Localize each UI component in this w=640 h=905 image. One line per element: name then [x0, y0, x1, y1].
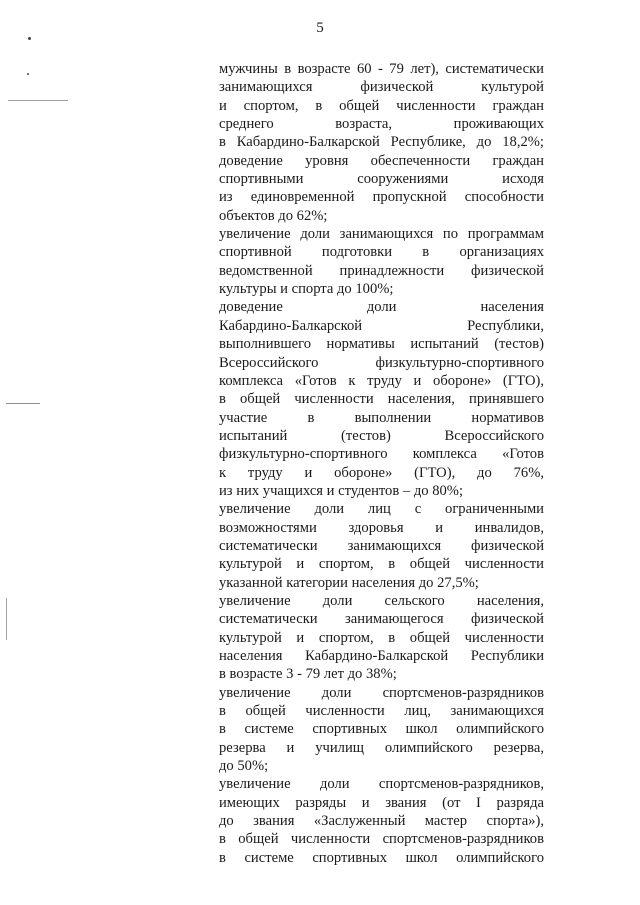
text-line: до 50%; [219, 758, 269, 775]
text-line: в общей численности лиц, занимающихся [219, 703, 544, 720]
text-line: в возрасте 3 - 79 лет до 38%; [219, 666, 397, 683]
text-line: комплекса «Готов к труду и обороне» (ГТО), [219, 372, 544, 389]
text-line: занимающихся физической культурой [219, 79, 544, 96]
text-line: культурой и спортом, в общей численности [219, 629, 544, 646]
text-line: населения Кабардино-Балкарской Республики [219, 648, 544, 664]
text-line: физкультурно-спортивного комплекса «Готов [219, 446, 544, 463]
text-line: систематически занимающегося физической [219, 611, 544, 628]
text-line: испытаний (тестов) Всероссийского [219, 427, 544, 444]
text-line: Всероссийского физкультурно-спортивного [219, 354, 544, 371]
scan-artifact-line [8, 100, 68, 101]
text-line: увеличение доли занимающихся по программам [219, 226, 544, 243]
text-line: из них учащихся и студентов – до 80%; [219, 482, 464, 499]
text-line: резерва и училищ олимпийского резерва, [219, 739, 544, 756]
text-line: увеличение доли спортсменов-разрядников, [219, 776, 544, 793]
scan-artifact-line [6, 598, 7, 640]
text-line: к труду и обороне» (ГТО), до 76%, [219, 464, 544, 481]
text-line: в системе спортивных школ олимпийского [219, 849, 544, 866]
text-line: указанной категории населения до 27,5%; [219, 574, 479, 591]
text-line: выполнившего нормативы испытаний (тестов) [219, 336, 544, 353]
text-line: мужчины в возрасте 60 - 79 лет), систематически [219, 61, 544, 77]
text-line: в общей численности спортсменов-разрядников [219, 831, 544, 848]
text-line: ведомственной принадлежности физической [219, 262, 544, 279]
text-line: в общей численности населения, принявшего [219, 391, 544, 408]
text-line: увеличение доли лиц с ограниченными [219, 501, 544, 518]
text-line: возможностями здоровья и инвалидов, [219, 519, 544, 536]
text-line: до звания «Заслуженный мастер спорта»), [219, 813, 544, 830]
text-line: имеющих разряды и звания (от I разряда [219, 794, 544, 811]
text-line: среднего возраста, проживающих [219, 116, 544, 133]
document-body [219, 60, 544, 867]
text-line: доведение уровня обеспеченности граждан [219, 152, 544, 169]
text-line: в системе спортивных школ олимпийского [219, 721, 544, 738]
text-line: и спортом, в общей численности граждан [219, 97, 544, 114]
scan-artifact-dot [28, 37, 31, 40]
text-line: спортивными сооружениями исходя [219, 171, 544, 188]
text-line: увеличение доли спортсменов-разрядников [219, 684, 544, 701]
text-line: спортивной подготовки в организациях [219, 244, 544, 261]
text-line: в Кабардино-Балкарской Республике, до 18,2%; [219, 134, 544, 151]
scan-artifact-dot [27, 73, 29, 75]
text-line: культурой и спортом, в общей численности [219, 556, 544, 573]
text-line: доведение доли населения [219, 299, 544, 316]
text-line: культуры и спорта до 100%; [219, 281, 394, 298]
text-line: увеличение доли сельского населения, [219, 592, 544, 609]
scan-artifact-line [6, 403, 40, 404]
text-line: систематически занимающихся физической [219, 537, 544, 554]
text-line: из единовременной пропускной способности [219, 189, 544, 206]
page-number: 5 [316, 20, 324, 36]
text-line: участие в выполнении нормативов [219, 409, 544, 426]
text-line: объектов до 62%; [219, 207, 328, 224]
text-line: Кабардино-Балкарской Республики, [219, 317, 544, 334]
